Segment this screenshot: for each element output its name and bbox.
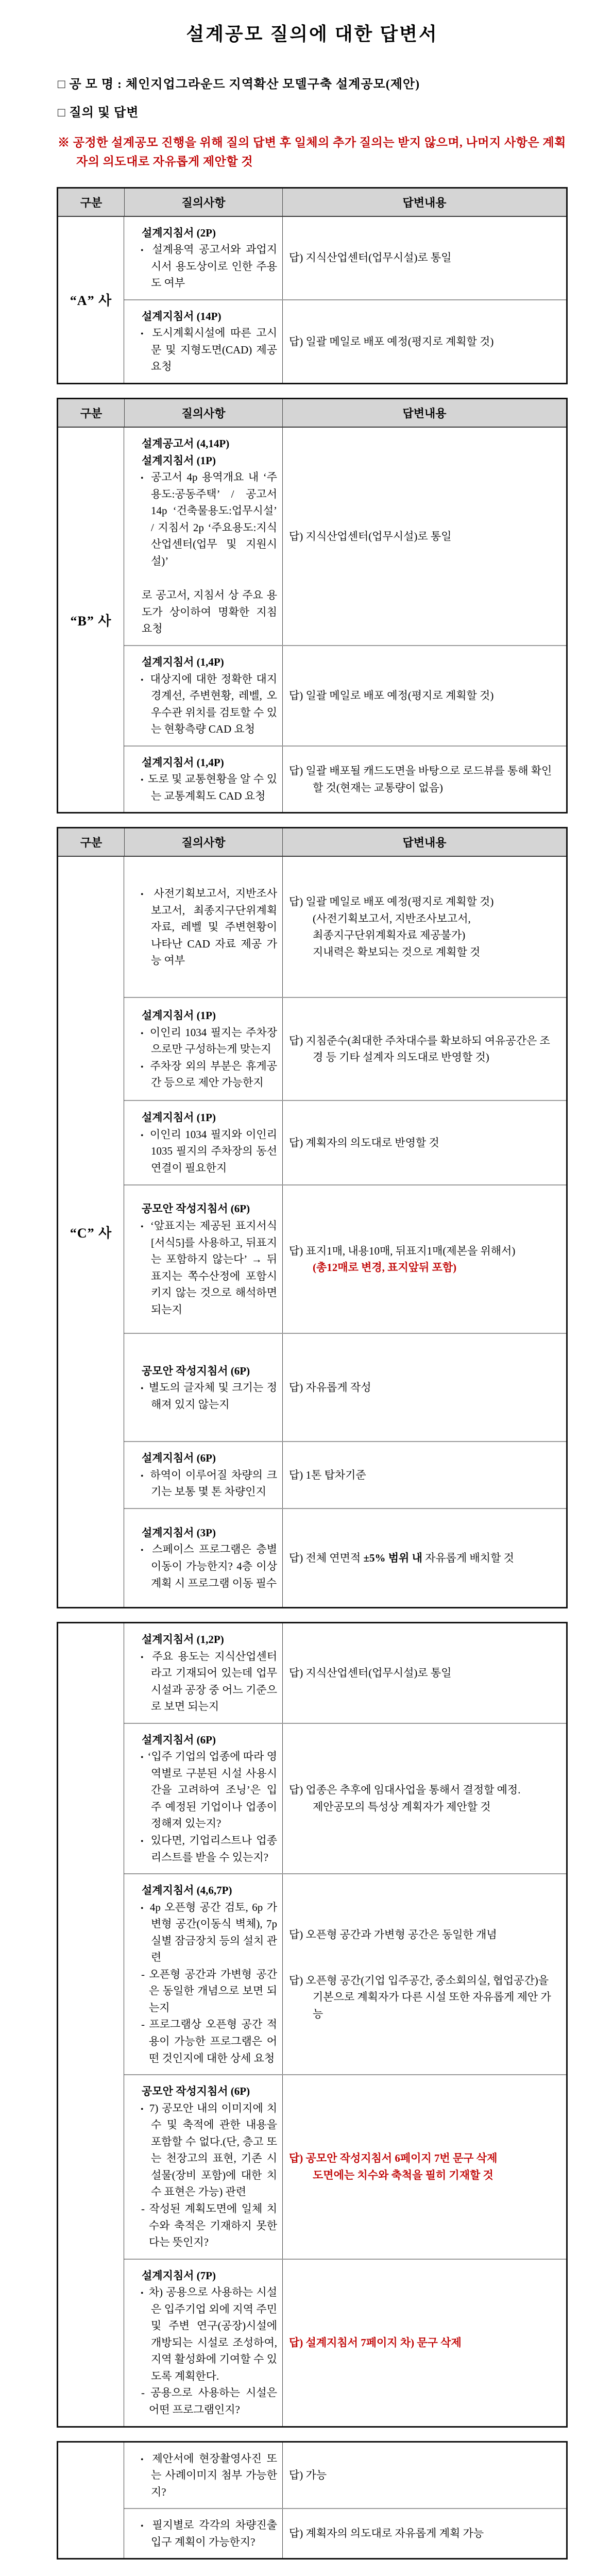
- column-header-question: 질의사항: [124, 189, 283, 216]
- table-header-row: [58, 399, 566, 428]
- qa-row: [124, 1441, 566, 1508]
- table-rows: [124, 2443, 566, 2558]
- table-body: [58, 1623, 566, 2426]
- question-cell: [124, 1185, 283, 1333]
- question-cell: [124, 2260, 283, 2426]
- qa-row: [124, 1100, 566, 1184]
- question-cell: [124, 2075, 283, 2258]
- qa-row: [124, 745, 566, 812]
- column-header-question: 질의사항: [124, 399, 283, 427]
- qa-table: [57, 398, 568, 814]
- tables-container: [57, 187, 568, 2560]
- question-cell: [124, 428, 283, 645]
- question-cell: [124, 300, 283, 383]
- answer-cell: [283, 646, 566, 745]
- answer-line: 답) 일괄 메일로 배포 예정(평지로 계획할 것): [289, 335, 494, 348]
- answer-line: 제안공모의 특성상 계획자가 제안할 것: [313, 1800, 491, 1813]
- column-header-gubun: 구분: [80, 196, 103, 209]
- question-bullet: • 공고서 4p 용역개요 내 ‘주용도:공동주택’ / 공고서 14p ‘건축물용도:업무시설’ / 지침서 2p ‘주요용도:지식산업센터(업무 및 지원시설)’: [129, 469, 277, 569]
- answer-cell: [283, 857, 566, 997]
- answer-line: 도면에는 치수와 축척을 필히 기재할 것: [313, 2168, 493, 2181]
- answer-cell: [283, 1334, 566, 1441]
- answer-line: 답) 지침준수(최대한 주차대수를 확보하되 여유공간은 조경 등 기타 설계자 의도대로 반영할 것): [289, 1034, 550, 1064]
- question-heading: 설계지침서 (1P): [142, 1009, 216, 1022]
- answer-gap: [289, 1943, 560, 1972]
- table-body: [58, 2443, 566, 2558]
- question-subitem: - 공용으로 사용하는 시설은 어떤 프로그램인지?: [141, 2386, 277, 2416]
- qa-row: [124, 645, 566, 745]
- answer-line: 답) 업종은 추후에 임대사업을 통해서 결정할 예정.: [289, 1784, 521, 1797]
- question-cell: [124, 1874, 283, 2074]
- competition-name-line: □ 공 모 명 : 체인지업그라운드 지역확산 모델구축 설계공모(제안): [58, 78, 420, 91]
- question-text: 로 공고서, 지침서 상 주요 용도가 상이하여 명확한 지침 요청: [142, 589, 277, 635]
- answer-cell: [283, 1509, 566, 1607]
- question-bullet: • ‘앞표지는 제공된 표지서식[서식5]를 사용하고, 뒤표지는 포함하지 않는다’ → 뒤표지는 쪽수산정에 포함시키지 않는 것으로 해석하면 되는지: [129, 1217, 277, 1318]
- question-cell: [124, 1623, 283, 1723]
- qa-row: [124, 2259, 566, 2426]
- table-body: [58, 857, 566, 1607]
- answer-cell: [283, 747, 566, 812]
- qa-row: [124, 428, 566, 645]
- answer-cell: [283, 1874, 566, 2074]
- qa-table: [57, 1622, 568, 2428]
- question-bullet: • 도시계획시설에 따른 고시문 및 지형도면(CAD) 제공 요청: [129, 325, 277, 375]
- question-cell: [124, 1724, 283, 1873]
- question-heading: 설계지침서 (1,2P): [142, 1633, 224, 1646]
- qa-row: [124, 2508, 566, 2558]
- question-heading: 설계지침서 (1,4P): [142, 655, 224, 668]
- answer-line: 답) 설계지침서 7페이지 차) 문구 삭제: [289, 2336, 462, 2349]
- qa-row: [124, 2074, 566, 2258]
- answer-line: 답) 가능: [289, 2469, 327, 2482]
- question-bullet: • 별도의 글자체 및 크기는 정해져 있지 않는지: [129, 1379, 277, 1413]
- answer-line: 답) 계획자의 의도대로 반영할 것: [289, 1137, 439, 1149]
- answer-line: 답) 오픈형 공간과 가변형 공간은 동일한 개념: [289, 1928, 497, 1941]
- question-heading: 공모안 작성지침서 (6P): [142, 2085, 250, 2098]
- answer-cell: [283, 300, 566, 383]
- answer-cell: [283, 1185, 566, 1333]
- question-cell: [124, 1509, 283, 1607]
- question-cell: [124, 747, 283, 812]
- qa-row: [124, 1333, 566, 1441]
- company-label: [58, 1623, 124, 2426]
- question-bullet: • 사전기획보고서, 지반조사보고서, 최종지구단위계획자료, 레벨 및 주변현황이 나타난 CAD 자료 제공 가능 여부: [129, 885, 277, 969]
- answer-line: 답) 일괄 배포될 캐드도면을 바탕으로 로드뷰를 통해 확인할 것(현재는 교통량이 없음): [289, 764, 552, 794]
- qa-row: [124, 299, 566, 383]
- question-cell: [124, 646, 283, 745]
- answer-cell: [283, 2075, 566, 2258]
- column-header-answer: 답변내용: [402, 196, 447, 209]
- answer-line: 답) 지식산업센터(업무시설)로 통일: [289, 1667, 452, 1680]
- answer-line: 답) 오픈형 공간(기업 입주공간, 중소회의실, 협업공간)을 기본으로 계획자가 다른 시설 또한 자유롭게 제안 가능: [289, 1974, 551, 2020]
- question-bullet: • 제안서에 현장촬영사진 또는 사례이미지 첨부 가능한지?: [129, 2450, 277, 2501]
- answer-cell: [283, 2509, 566, 2558]
- question-heading: 공모안 작성지침서 (6P): [142, 1364, 250, 1377]
- table-rows: [124, 428, 566, 812]
- question-subitem: - 오픈형 공간과 가변형 공간은 동일한 개념으로 보면 되는지: [141, 1968, 277, 2014]
- question-heading: 설계지침서 (1P): [142, 454, 216, 467]
- table-header-row: [58, 189, 566, 217]
- question-bullet: • 차) 공용으로 사용하는 시설은 입주기업 외에 지역 주민 및 주변 연구(공장)시설에 개방되는 시설로 조성하여, 지역 활성화에 기여할 수 있도록 계획한다.: [129, 2284, 277, 2384]
- question-cell: [124, 1442, 283, 1508]
- question-heading: 공모안 작성지침서 (6P): [142, 1202, 250, 1215]
- qa-row: [124, 857, 566, 997]
- answer-cell: [283, 998, 566, 1100]
- qa-table: [57, 2441, 568, 2560]
- column-header-answer: 답변내용: [402, 836, 447, 850]
- answer-cell: [283, 2443, 566, 2509]
- answer-line: (총12매로 변경, 표지앞뒤 포함): [313, 1261, 457, 1274]
- answer-line: 답) 지식산업센터(업무시설)로 통일: [289, 530, 452, 543]
- question-bullet: • 설계용역 공고서와 과업지시서 용도상이로 인한 주용도 여부: [129, 241, 277, 292]
- company-label: “A” 사: [58, 217, 124, 383]
- question-heading: 설계지침서 (4,6,7P): [142, 1884, 232, 1897]
- table-rows: [124, 217, 566, 383]
- company-label: [58, 2443, 124, 2558]
- table-body: [58, 428, 566, 812]
- question-bullet: • 도로 및 교통현황을 알 수 있는 교통계획도 CAD 요청: [129, 771, 277, 804]
- question-bullet: • 이인리 1034 필지는 주차장으로만 구성하는게 맞는지: [129, 1024, 277, 1058]
- qa-row: [124, 1623, 566, 1723]
- question-bullet: • 대상지에 대한 정확한 대지 경계선, 주변현황, 레벨, 오우수관 위치를 검토할 수 있는 현황측량 CAD 요청: [129, 671, 277, 738]
- question-heading: 설계지침서 (14P): [142, 310, 222, 323]
- answer-line: 답) 표지1매, 내용10매, 뒤표지1매(제본을 위해서): [289, 1244, 516, 1257]
- question-bullet: • 주차장 외의 부분은 휴게공간 등으로 제안 가능한지: [129, 1058, 277, 1091]
- qa-row: [124, 2443, 566, 2509]
- qa-row: [124, 997, 566, 1100]
- question-bullet: • 4p 오픈형 공간 검토, 6p 가변형 공간(이동식 벽체), 7p 실별 잠금장치 등의 설치 관련: [129, 1899, 277, 1966]
- fairness-notice: ※ 공정한 설계공모 진행을 위해 질의 답변 후 일체의 추가 질의는 받지 않으며, 나머지 사항은 계획자의 의도대로 자유롭게 제안할 것: [58, 136, 566, 168]
- qa-table: [57, 827, 568, 1608]
- question-subitem: - 작성된 계획도면에 일체 치수와 축적은 기재하지 못한다는 뜻인지?: [141, 2202, 277, 2249]
- question-subitem: - 프로그램상 오픈형 공간 적용이 가능한 프로그램은 어떤 것인지에 대한 상세 요청: [141, 2018, 277, 2064]
- page-title: 설계공모 질의에 대한 답변서: [186, 24, 438, 44]
- answer-line: 답) 전체 연면적 ±5% 범위 내 자유롭게 배치할 것: [289, 1551, 514, 1564]
- answer-cell: [283, 1101, 566, 1184]
- table-header-row: [58, 828, 566, 857]
- column-header-gubun: 구분: [80, 406, 103, 420]
- company-label: “C” 사: [58, 857, 124, 1607]
- question-bullet: • 필지별로 각각의 차량진출입구 계획이 가능한지?: [129, 2517, 277, 2550]
- answer-cell: [283, 2260, 566, 2426]
- question-bullet: • 7) 공모안 내의 이미지에 치수 및 축적에 관한 내용을 포함할 수 없다.(단, 층고 또는 천장고의 표현, 기존 시설물(장비 포함)에 대한 치수 표현은 가능) 관련: [129, 2100, 277, 2200]
- question-cell: [124, 1334, 283, 1441]
- answer-line: 최종지구단위계획자료 제공불가): [313, 929, 466, 942]
- answer-cell: [283, 217, 566, 299]
- answer-line: 답) 지식산업센터(업무시설)로 통일: [289, 251, 452, 264]
- column-header-question: 질의사항: [124, 828, 283, 856]
- table-rows: [124, 857, 566, 1607]
- question-cell: [124, 217, 283, 299]
- answer-cell: [283, 428, 566, 645]
- question-heading: 설계공고서 (4,14P): [142, 437, 230, 450]
- qa-row: [124, 1508, 566, 1607]
- qa-row: [124, 217, 566, 299]
- question-bullet: • 이인리 1034 필지와 이인리 1035 필지의 주차장의 동선 연결이 필요한지: [129, 1126, 277, 1177]
- question-heading: 설계지침서 (1P): [142, 1111, 216, 1124]
- question-heading: 설계지침서 (7P): [142, 2269, 216, 2282]
- question-bullet: • 하역이 이루어질 차량의 크기는 보통 몇 톤 차량인지: [129, 1467, 277, 1500]
- qa-row: [124, 1184, 566, 1333]
- qa-row: [124, 1873, 566, 2074]
- column-header-answer: 답변내용: [402, 406, 447, 420]
- answer-cell: [283, 1442, 566, 1508]
- answer-line: 답) 공모안 작성지침서 6페이지 7번 문구 삭제: [289, 2152, 498, 2165]
- question-heading: 설계지침서 (2P): [142, 226, 216, 239]
- qa-section-line: □ 질의 및 답변: [58, 106, 139, 120]
- answer-line: 답) 계획자의 의도대로 자유롭게 계획 가능: [289, 2527, 484, 2540]
- answer-line: (사전기획보고서, 지반조사보고서,: [313, 912, 471, 925]
- table-body: [58, 217, 566, 383]
- answer-line: 답) 일괄 메일로 배포 예정(평지로 계획할 것): [289, 895, 494, 908]
- answer-cell: [283, 1623, 566, 1723]
- answer-line: 답) 자유롭게 작성: [289, 1381, 371, 1394]
- question-heading: 설계지침서 (3P): [142, 1526, 216, 1539]
- question-bullet: • 주요 용도는 지식산업센터라고 기재되어 있는데 업무시설과 공장 중 어느 기준으로 보면 되는지: [129, 1648, 277, 1715]
- question-heading: 설계지침서 (6P): [142, 1733, 216, 1746]
- question-cell: [124, 857, 283, 997]
- answer-cell: [283, 1724, 566, 1873]
- question-bullet: • ‘입주 기업의 업종에 따라 영역별로 구분된 시설 사용시간을 고려하여 조닝’은 입주 예정된 기업이나 업종이 정해져 있는지?: [129, 1748, 277, 1832]
- question-gap: [129, 569, 277, 587]
- column-header-gubun: 구분: [80, 836, 103, 850]
- question-heading: 설계지침서 (6P): [142, 1452, 216, 1465]
- table-rows: [124, 1623, 566, 2426]
- question-bullet: • 스페이스 프로그램은 층별이동이 가능한지? 4층 이상 계획 시 프로그램 이동 필수: [129, 1541, 277, 1591]
- qa-table: [57, 187, 568, 384]
- question-heading: 설계지침서 (1,4P): [142, 756, 224, 769]
- question-cell: [124, 2443, 283, 2509]
- answer-line: 지내력은 확보되는 것으로 계획할 것: [313, 945, 481, 958]
- question-bullet: • 있다면, 기업리스트나 업종리스트를 받을 수 있는지?: [129, 1832, 277, 1866]
- answer-line: 답) 1톤 탑차기준: [289, 1468, 366, 1481]
- question-cell: [124, 2509, 283, 2558]
- question-cell: [124, 998, 283, 1100]
- answer-line: 답) 일괄 메일로 배포 예정(평지로 계획할 것): [289, 689, 494, 702]
- qa-row: [124, 1723, 566, 1873]
- question-cell: [124, 1101, 283, 1184]
- company-label: “B” 사: [58, 428, 124, 812]
